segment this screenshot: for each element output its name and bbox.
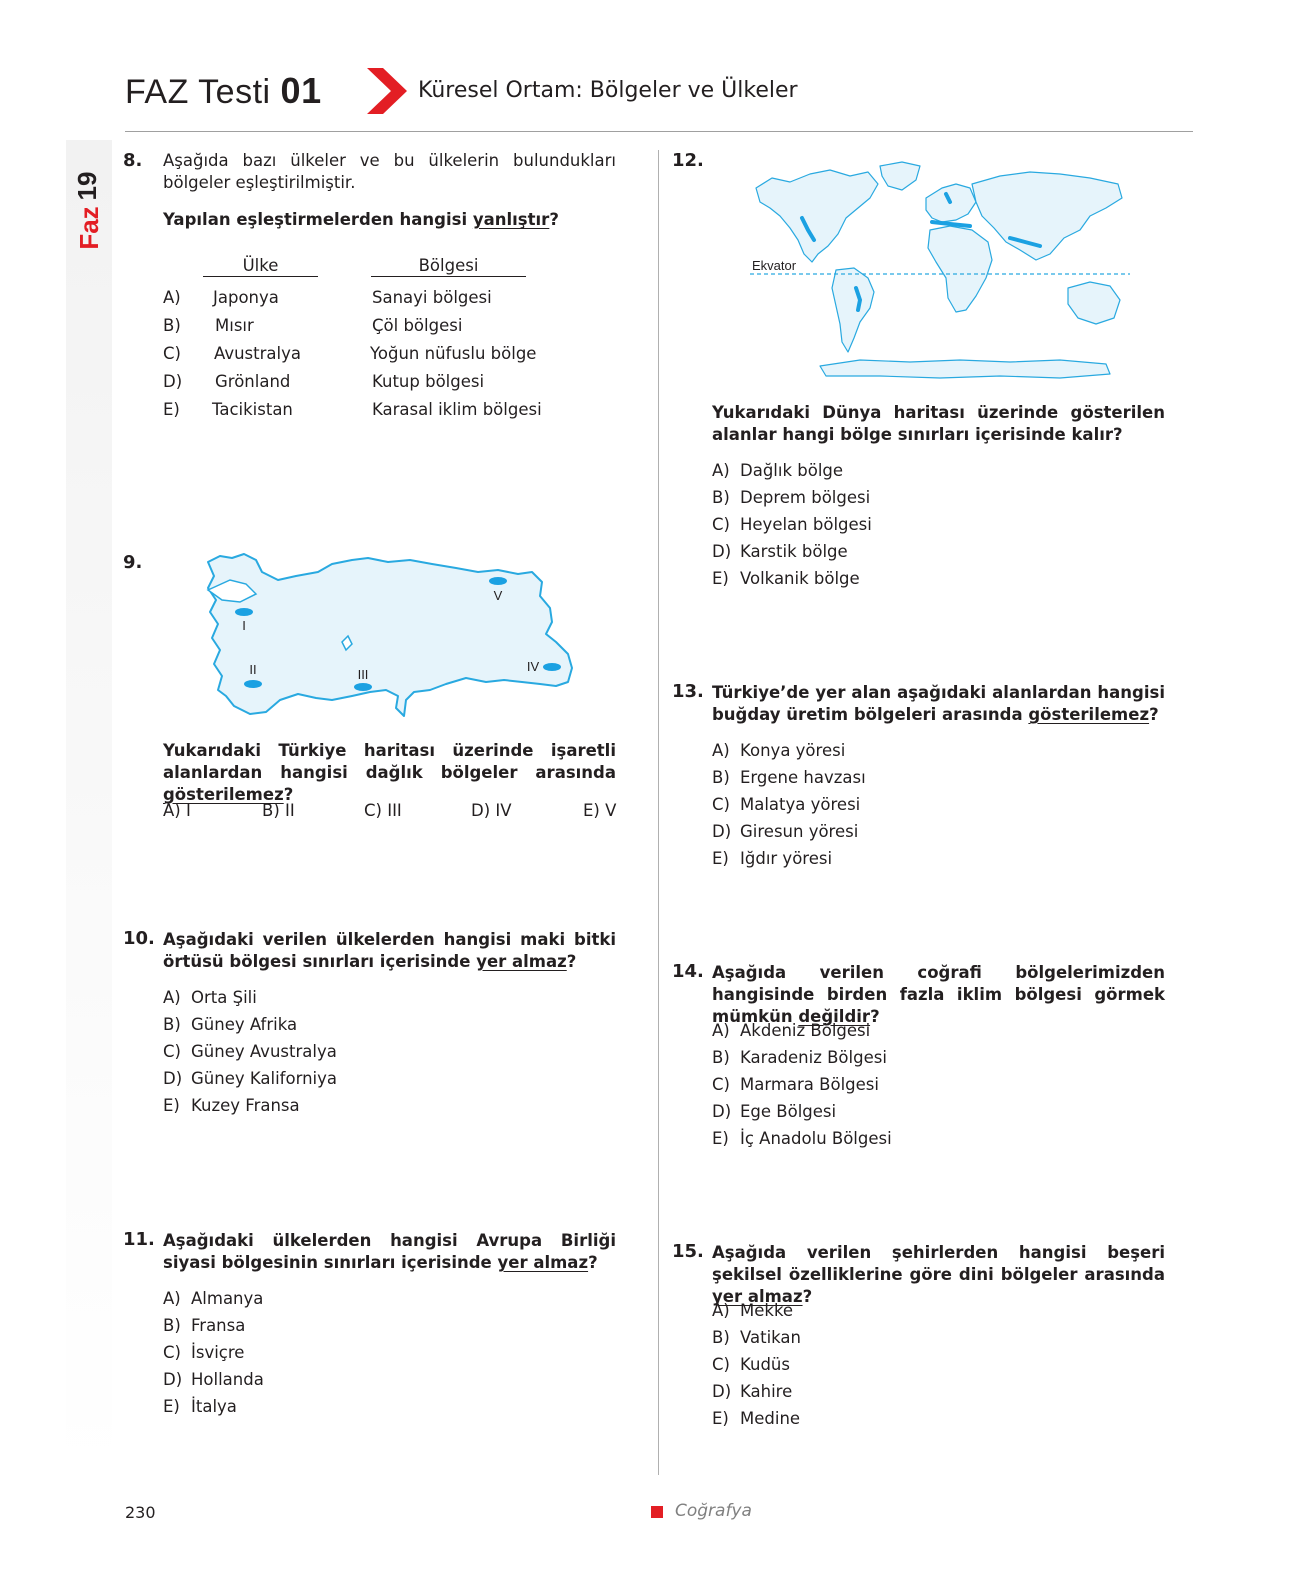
square-icon [651,1506,663,1518]
question-11-prompt [163,1230,616,1274]
q10-option-b[interactable] [163,1015,297,1034]
option-letter: A) [712,1301,730,1320]
prompt-text: Aşağıdaki verilen ülkelerden hangisi maki bitki örtüsü bölgesi sınırları içerisinde [163,930,616,971]
question-9-number: 9. [123,552,143,573]
marker-iv [543,663,561,671]
option-country: Mısır [215,316,254,335]
q13-option-b[interactable] [712,768,866,787]
marker-v [489,577,507,585]
option-text: Hollanda [191,1370,264,1389]
question-8-prompt [163,209,616,231]
option-letter: C) [163,344,181,363]
prompt-underlined: değildir [798,1007,871,1026]
faz-side-tab [72,150,106,260]
chevron-right-icon [367,68,407,114]
option-letter: C) [712,795,730,814]
option-country: Grönland [215,372,291,391]
question-10-prompt [163,929,616,973]
title-prefix: FAZ Testi [125,73,271,111]
option-letter: E) [163,400,180,419]
prompt-underlined: yer almaz [497,1253,589,1272]
option-letter: A) [712,1021,730,1040]
prompt-end: ? [870,1007,880,1026]
question-13-prompt [712,682,1165,726]
option-text: Marmara Bölgesi [740,1075,879,1094]
prompt-underlined: yer almaz [712,1287,803,1306]
q13-option-c[interactable] [712,795,860,814]
prompt-underlined: yanlıştır [472,210,550,229]
option-text: Fransa [191,1316,246,1335]
question-8-number: 8. [123,150,143,171]
option-region: Sanayi bölgesi [372,288,492,307]
page-title [125,70,322,112]
question-15-prompt [712,1242,1165,1308]
option-letter: B) [163,1316,181,1335]
option-text: Mekke [740,1301,794,1320]
prompt-text: Aşağıda verilen coğrafi bölgelerimizden hangisinde birden fazla iklim bölgesi görmek mümkün [712,963,1165,1026]
q11-option-d[interactable] [163,1370,264,1389]
q13-option-a[interactable] [712,741,845,760]
north-america [756,170,878,262]
marker-i [235,608,253,616]
side-tab-label: Faz [74,206,104,250]
option-region: Çöl bölgesi [372,316,463,335]
antarctica [820,360,1110,378]
prompt-text: Türkiye’de yer alan aşağıdaki alanlardan hangisi buğday üretim bölgeleri arasında [712,683,1165,724]
option-letter: B) [163,1015,181,1034]
option-text: Dağlık bölge [740,461,844,480]
q15-option-d[interactable] [712,1382,792,1401]
option-letter: D) [712,1102,732,1121]
zone-alps [932,222,970,226]
q14-option-c[interactable] [712,1075,879,1094]
option-text: İtalya [191,1397,237,1416]
option-text: Orta Şili [191,988,257,1007]
option-text: Ergene havzası [740,768,866,787]
option-text: Akdeniz Bölgesi [740,1021,871,1040]
q12-option-d[interactable] [712,542,848,561]
map-label-v: V [493,588,503,603]
world-map [750,158,1130,380]
option-text: Güney Afrika [191,1015,298,1034]
option-text: Karstik bölge [740,542,848,561]
option-letter: D) [163,1069,183,1088]
q9-option-c[interactable]: C) III [364,801,402,820]
option-letter: E) [712,569,729,588]
q15-option-b[interactable] [712,1328,801,1347]
q10-option-e[interactable] [163,1096,300,1115]
q9-option-e[interactable]: E) V [583,801,617,820]
q15-option-c[interactable] [712,1355,790,1374]
option-letter: E) [712,849,729,868]
question-9-prompt [163,740,616,806]
q14-option-a[interactable] [712,1021,870,1040]
option-letter: C) [163,1042,181,1061]
option-text: Volkanik bölge [740,569,860,588]
header-divider [125,131,1193,132]
q9-option-b[interactable]: B) II [262,801,295,820]
table-header-country: Ülke [203,256,318,277]
option-letter: A) [163,988,181,1007]
option-text: Karadeniz Bölgesi [740,1048,887,1067]
option-text: Kahire [740,1382,793,1401]
prompt-end: ? [588,1253,598,1272]
q13-option-e[interactable] [712,849,832,868]
prompt-end: ? [802,1287,813,1306]
prompt-end: ? [566,952,577,971]
option-text: Iğdır yöresi [740,849,833,868]
map-label-ii: II [249,662,257,677]
turkey-map [200,550,580,725]
option-letter: D) [163,1370,183,1389]
option-region: Yoğun nüfuslu bölge [370,344,537,363]
turkey-outline [208,554,572,716]
option-text: Konya yöresi [740,741,846,760]
page-number: 230 [125,1503,156,1522]
south-america [832,268,874,352]
footer-subject: Coğrafya [675,1501,752,1521]
option-letter: A) [163,1289,181,1308]
option-letter: D) [712,542,732,561]
option-country: Avustralya [214,344,301,363]
question-12-prompt: Yukarıdaki Dünya haritası üzerinde gösterilen alanlar hangi bölge sınırları içerisinde kalır? [712,403,1165,444]
q14-option-e[interactable] [712,1129,892,1148]
option-letter: E) [712,1129,729,1148]
q11-option-a[interactable] [163,1289,263,1308]
prompt-text: Yapılan eşleştirmelerden hangisi [163,210,473,229]
australia [1068,282,1120,324]
question-14-prompt [712,962,1165,1028]
table-header-region: Bölgesi [371,256,526,277]
q9-option-d[interactable]: D) IV [471,801,512,820]
option-region: Karasal iklim bölgesi [372,400,542,419]
option-text: Güney Kaliforniya [191,1069,337,1088]
prompt-end: ? [549,210,559,229]
greenland [880,162,920,190]
q10-option-a[interactable] [163,988,257,1007]
marker-ii [244,680,262,688]
prompt-text: Aşağıda verilen şehirlerden hangisi beşeri şekilsel özelliklerine göre dini bölgeler arasında [712,1243,1165,1284]
q13-option-d[interactable] [712,822,858,841]
option-letter: E) [163,1096,180,1115]
marker-iii [354,683,372,691]
option-letter: C) [712,515,730,534]
option-letter: D) [163,372,183,391]
question-10-number: 10. [123,928,155,949]
option-letter: C) [712,1355,730,1374]
option-letter: B) [712,768,730,787]
q10-option-c[interactable] [163,1042,337,1061]
prompt-end: ? [1149,705,1159,724]
q14-option-d[interactable] [712,1102,836,1121]
africa [928,226,992,312]
option-text: Heyelan bölgesi [740,515,872,534]
option-text: Medine [740,1409,801,1428]
option-text: Vatikan [740,1328,802,1347]
option-letter: B) [163,316,181,335]
map-label-i: I [242,618,246,633]
title-number: 01 [280,70,322,111]
q11-option-c[interactable] [163,1343,244,1362]
question-14-number: 14. [672,961,704,982]
map-label-iii: III [357,667,369,682]
prompt-underlined: yer almaz [476,952,567,971]
option-letter: A) [712,461,730,480]
question-13-number: 13. [672,681,704,702]
option-letter: A) [712,741,730,760]
map-label-iv: IV [526,659,540,674]
prompt-underlined: gösterilemez [1028,705,1150,724]
question-11-number: 11. [123,1229,155,1250]
q15-option-e[interactable] [712,1409,800,1428]
equator-label: Ekvator [752,258,797,273]
option-text: İç Anadolu Bölgesi [740,1129,892,1148]
option-letter: B) [712,488,730,507]
prompt-end: ? [283,785,294,804]
column-divider [658,150,659,1475]
prompt-text: Aşağıdaki ülkelerden hangisi Avrupa Birliği siyasi bölgesinin sınırları içerisinde [163,1231,616,1272]
option-text: Kudüs [740,1355,790,1374]
q10-option-d[interactable] [163,1069,337,1088]
option-letter: D) [712,822,732,841]
q12-option-b[interactable] [712,488,870,507]
q11-option-e[interactable] [163,1397,237,1416]
option-text: İsviçre [191,1343,245,1362]
q15-option-a[interactable] [712,1301,793,1320]
side-strip [66,140,112,1475]
option-country: Japonya [213,288,279,307]
q12-option-a[interactable] [712,461,843,480]
option-letter: C) [163,1343,181,1362]
option-text: Ege Bölgesi [740,1102,837,1121]
option-letter: B) [712,1328,730,1347]
q9-option-a[interactable]: A) I [163,801,191,820]
option-letter: B) [712,1048,730,1067]
option-letter: E) [163,1397,180,1416]
question-8-stem: Aşağıda bazı ülkeler ve bu ülkelerin bulundukları bölgeler eşleştirilmiştir. [163,151,616,192]
option-text: Malatya yöresi [740,795,861,814]
option-text: Deprem bölgesi [740,488,871,507]
question-12-number: 12. [672,150,704,171]
option-text: Güney Avustralya [191,1042,337,1061]
option-text: Almanya [191,1289,264,1308]
option-text: Kuzey Fransa [191,1096,300,1115]
option-letter: E) [712,1409,729,1428]
prompt-underlined: gösterilemez [163,785,284,804]
q12-option-c[interactable] [712,515,872,534]
q12-option-e[interactable] [712,569,860,588]
option-country: Tacikistan [212,400,293,419]
q14-option-b[interactable] [712,1048,887,1067]
option-letter: A) [163,288,181,307]
asia [972,172,1122,260]
prompt-text: Yukarıdaki Türkiye haritası üzerinde işaretli alanlardan hangisi dağlık bölgeler arasında [163,741,616,782]
q11-option-b[interactable] [163,1316,245,1335]
option-letter: D) [712,1382,732,1401]
side-tab-number: 19 [72,171,102,201]
option-region: Kutup bölgesi [372,372,485,391]
option-letter: C) [712,1075,730,1094]
page-subtitle: Küresel Ortam: Bölgeler ve Ülkeler [418,78,798,103]
option-text: Giresun yöresi [740,822,859,841]
question-15-number: 15. [672,1241,704,1262]
